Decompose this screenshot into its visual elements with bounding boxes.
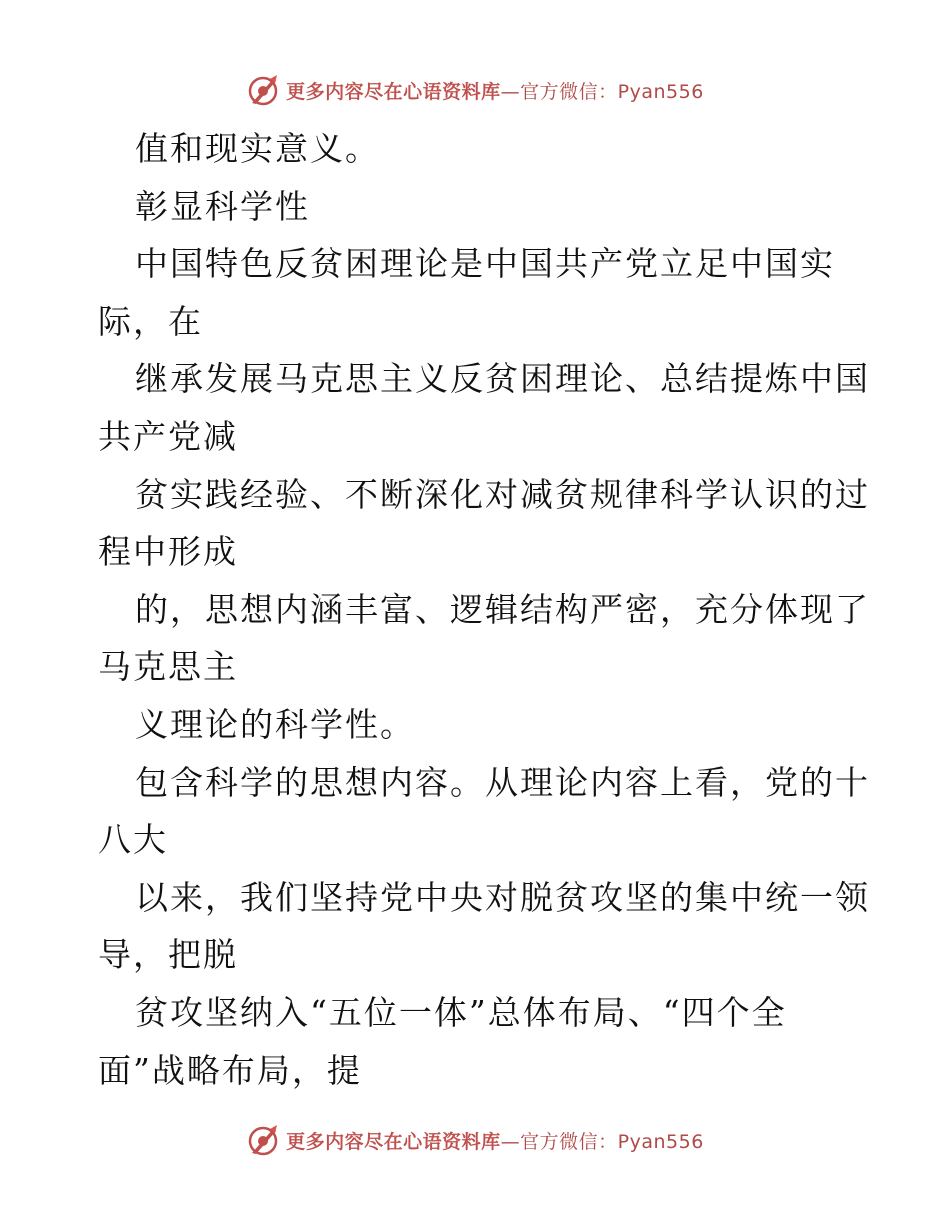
header-site-text: 更多内容尽在心语资料库 <box>286 80 501 103</box>
footer-banner <box>0 1120 950 1160</box>
body-line: 马克思主 <box>98 647 238 687</box>
body-line: 导，把脱 <box>98 935 238 975</box>
body-line: 程中形成 <box>98 532 238 572</box>
header-banner <box>0 70 950 110</box>
body-line: 值和现实意义。 <box>135 129 380 168</box>
body-line: 继承发展马克思主义反贫困理论、总结提炼中国 <box>135 359 870 399</box>
footer-site-text: 更多内容尽在心语资料库 <box>286 1130 501 1153</box>
header-banner-inner <box>246 73 704 107</box>
footer-banner-inner <box>246 1123 704 1157</box>
body-line: 的，思想内涵丰富、逻辑结构严密，充分体现了 <box>135 589 870 629</box>
body-line: 以来，我们坚持党中央对脱贫攻坚的集中统一领 <box>135 877 870 917</box>
body-line: 际，在 <box>98 301 203 341</box>
quill-logo-icon <box>246 73 280 107</box>
body-line: 义理论的科学性。 <box>135 704 415 744</box>
quill-logo-icon <box>246 1123 280 1157</box>
body-line: 贫攻坚纳入“五位一体”总体布局、“四个全 <box>135 992 787 1032</box>
section-heading: 彰显科学性 <box>135 186 310 226</box>
header-banner-text <box>286 77 704 104</box>
header-wechat-text: —官方微信：Pyan556 <box>500 80 704 103</box>
footer-wechat-text: —官方微信：Pyan556 <box>500 1130 704 1153</box>
body-line: 包含科学的思想内容。从理论内容上看，党的十 <box>135 762 870 802</box>
body-line: 贫实践经验、不断深化对减贫规律科学认识的过 <box>135 474 870 514</box>
body-line: 八大 <box>98 820 168 860</box>
body-line: 中国特色反贫困理论是中国共产党立足中国实 <box>135 244 835 284</box>
body-line: 面”战略布局，提 <box>98 1050 362 1090</box>
footer-banner-text <box>286 1127 704 1154</box>
document-body <box>98 120 870 1099</box>
body-line: 共产党减 <box>98 416 238 456</box>
